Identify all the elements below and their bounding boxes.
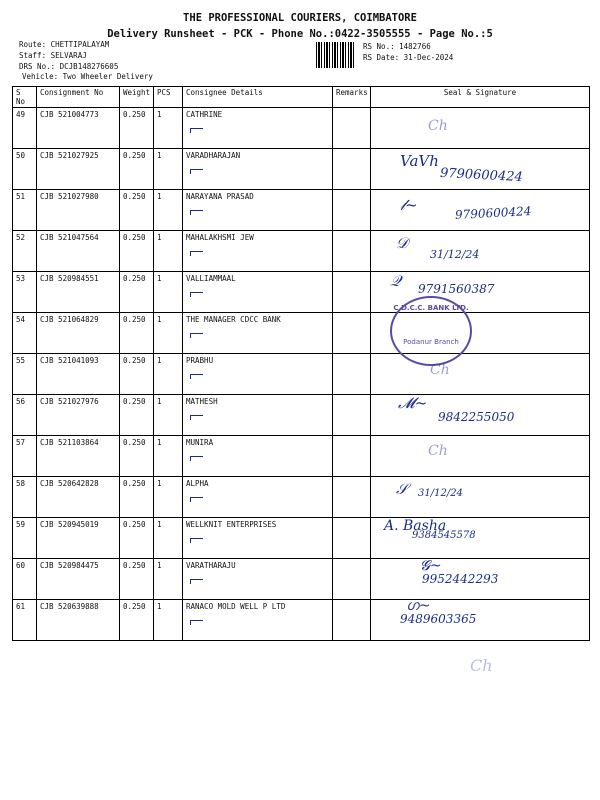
cell-consignment-no: CJB 520984551	[37, 272, 120, 313]
seal-line-1: C.D.C.C. BANK LTD.	[393, 304, 469, 312]
cell-consignment-no: CJB 521027925	[37, 149, 120, 190]
cell-remarks	[333, 190, 371, 231]
cell-remarks	[333, 272, 371, 313]
tick-mark-icon	[190, 415, 203, 420]
table-header-row	[13, 87, 590, 108]
cell-sno: 55	[13, 354, 37, 395]
cell-pcs: 1	[154, 231, 183, 272]
handwritten-phone: 9384545578	[412, 530, 476, 541]
cell-consignee	[183, 149, 333, 190]
cell-consignment-no: CJB 521103864	[37, 436, 120, 477]
handwritten-date: 31/12/24	[430, 248, 480, 261]
handwritten-signature: VaVh	[400, 152, 439, 170]
signature-mark: 𝓜~	[398, 394, 428, 412]
tick-mark-icon	[190, 538, 203, 543]
cell-sno: 53	[13, 272, 37, 313]
cell-pcs: 1	[154, 190, 183, 231]
cell-consignee	[183, 395, 333, 436]
table-row	[13, 477, 590, 518]
cell-remarks	[333, 108, 371, 149]
cell-remarks	[333, 395, 371, 436]
cell-sno: 58	[13, 477, 37, 518]
cell-consignee	[183, 108, 333, 149]
header-pcs: PCS	[154, 87, 183, 108]
header-signature: Seal & Signature	[371, 87, 590, 108]
tick-mark-icon	[190, 374, 203, 379]
cell-sno: 50	[13, 149, 37, 190]
handwritten-phone: 9790600424	[454, 204, 532, 222]
tick-mark-icon	[190, 292, 203, 297]
cell-consignment-no: CJB 521027976	[37, 395, 120, 436]
cell-consignment-no: CJB 521004773	[37, 108, 120, 149]
tick-mark-icon	[190, 497, 203, 502]
handwritten-phone: 9842255050	[438, 410, 515, 424]
cell-sno: 52	[13, 231, 37, 272]
table-row	[13, 354, 590, 395]
cell-sno: 57	[13, 436, 37, 477]
consignee-name: THE MANAGER CDCC BANK	[186, 315, 281, 324]
cell-signature	[371, 354, 590, 395]
cell-weight: 0.250	[120, 600, 154, 641]
cell-remarks	[333, 518, 371, 559]
cell-pcs: 1	[154, 436, 183, 477]
cell-pcs: 1	[154, 518, 183, 559]
cell-remarks	[333, 354, 371, 395]
cell-consignee	[183, 190, 333, 231]
cell-remarks	[333, 477, 371, 518]
cell-consignment-no: CJB 520639888	[37, 600, 120, 641]
tick-mark-icon	[190, 128, 203, 133]
table-row	[13, 231, 590, 272]
handwritten-phone: 9791560387	[418, 282, 495, 296]
consignee-name: VARADHARAJAN	[186, 151, 241, 160]
consignee-name: VARATHARAJU	[186, 561, 236, 570]
document-subtitle: Delivery Runsheet - PCK - Phone No.:0422-3505555 - Page No.:5	[107, 28, 493, 40]
signature-mark: Ch	[428, 443, 448, 459]
handwritten-date: 31/12/24	[418, 488, 463, 499]
cell-sno: 49	[13, 108, 37, 149]
cell-consignee	[183, 477, 333, 518]
signature-mark: Ch	[428, 118, 448, 134]
table-row	[13, 108, 590, 149]
barcode-image	[316, 42, 354, 68]
cell-consignee	[183, 313, 333, 354]
signature-mark: ഗ~	[406, 598, 431, 614]
handwritten-phone: 9790600424	[439, 165, 524, 186]
table-row	[13, 559, 590, 600]
cell-consignee	[183, 354, 333, 395]
cell-weight: 0.250	[120, 231, 154, 272]
rs-date: RS Date: 31-Dec-2024	[363, 53, 454, 62]
table-row	[13, 518, 590, 559]
cell-sno: 56	[13, 395, 37, 436]
cell-sno: 60	[13, 559, 37, 600]
consignee-name: NARAYANA PRASAD	[186, 192, 254, 201]
table-row	[13, 436, 590, 477]
cell-pcs: 1	[154, 272, 183, 313]
cell-sno: 54	[13, 313, 37, 354]
cell-remarks	[333, 559, 371, 600]
signature-mark: 𝒮	[396, 480, 408, 498]
table-row	[13, 272, 590, 313]
document-title: THE PROFESSIONAL COURIERS, COIMBATORE	[183, 12, 417, 24]
tick-mark-icon	[190, 456, 203, 461]
header-remarks: Remarks	[333, 87, 371, 108]
header-sno: S No	[13, 87, 37, 108]
cell-remarks	[333, 149, 371, 190]
header-weight: Weight	[120, 87, 154, 108]
cell-pcs: 1	[154, 600, 183, 641]
cell-weight: 0.250	[120, 518, 154, 559]
cell-sno: 51	[13, 190, 37, 231]
tick-mark-icon	[190, 620, 203, 625]
rs-number: RS No.: 1482766	[363, 42, 431, 51]
cell-weight: 0.250	[120, 108, 154, 149]
cell-weight: 0.250	[120, 477, 154, 518]
cell-pcs: 1	[154, 108, 183, 149]
cell-consignee	[183, 231, 333, 272]
table-row	[13, 313, 590, 354]
tick-mark-icon	[190, 333, 203, 338]
vehicle-label: Vehicle: Two Wheeler Delivery	[22, 72, 153, 81]
cell-sno: 61	[13, 600, 37, 641]
header-consignee: Consignee Details	[183, 87, 333, 108]
cell-consignment-no: CJB 521041093	[37, 354, 120, 395]
cell-consignee	[183, 272, 333, 313]
cell-consignee	[183, 436, 333, 477]
signature-mark: 𝒬	[390, 272, 401, 290]
consignee-name: MAHALAKHSMI JEW	[186, 233, 254, 242]
cell-weight: 0.250	[120, 272, 154, 313]
handwritten-phone: 9489603365	[400, 612, 477, 626]
cell-consignee	[183, 518, 333, 559]
cell-remarks	[333, 436, 371, 477]
consignee-name: CATHRINE	[186, 110, 223, 119]
cell-consignment-no: CJB 520642828	[37, 477, 120, 518]
tick-mark-icon	[190, 579, 203, 584]
cell-consignee	[183, 559, 333, 600]
cell-weight: 0.250	[120, 559, 154, 600]
consignee-name: VALLIAMMAAL	[186, 274, 236, 283]
drs-number: DRS No.: DCJB148276605	[19, 62, 119, 71]
header-consignment: Consignment No	[37, 87, 120, 108]
handwritten-phone: 9952442293	[422, 572, 499, 586]
cell-consignee	[183, 600, 333, 641]
staff-label: Staff: SELVARAJ	[19, 51, 87, 60]
cell-signature	[371, 436, 590, 477]
tick-mark-icon	[190, 210, 203, 215]
cell-consignment-no: CJB 520945019	[37, 518, 120, 559]
cell-signature	[371, 108, 590, 149]
consignee-name: WELLKNIT ENTERPRISES	[186, 520, 277, 529]
consignee-name: ALPHA	[186, 479, 209, 488]
cell-weight: 0.250	[120, 149, 154, 190]
cell-consignment-no: CJB 520984475	[37, 559, 120, 600]
cell-weight: 0.250	[120, 436, 154, 477]
cell-remarks	[333, 231, 371, 272]
cell-pcs: 1	[154, 559, 183, 600]
cell-weight: 0.250	[120, 354, 154, 395]
cell-consignment-no: CJB 521047564	[37, 231, 120, 272]
cell-weight: 0.250	[120, 395, 154, 436]
handwritten-signature: A. Basha	[384, 518, 447, 534]
cell-pcs: 1	[154, 354, 183, 395]
bank-seal	[390, 296, 472, 366]
signature-mark: 𝒟	[396, 234, 408, 252]
cell-pcs: 1	[154, 395, 183, 436]
table-row	[13, 600, 590, 641]
signature-mark: Ch	[430, 362, 450, 378]
cell-weight: 0.250	[120, 313, 154, 354]
signature-mark: 𝓖~	[420, 558, 442, 574]
consignee-name: PRABHU	[186, 356, 214, 365]
signature-mark: Ch	[470, 656, 493, 675]
tick-mark-icon	[190, 169, 203, 174]
consignee-name: MATHESH	[186, 397, 218, 406]
cell-pcs: 1	[154, 149, 183, 190]
cell-consignment-no: CJB 521064829	[37, 313, 120, 354]
cell-remarks	[333, 600, 371, 641]
consignee-name: RANACO MOLD WELL P LTD	[186, 602, 286, 611]
cell-remarks	[333, 313, 371, 354]
route-label: Route: CHETTIPALAYAM	[19, 40, 110, 49]
cell-pcs: 1	[154, 313, 183, 354]
consignee-name: MUNIRA	[186, 438, 214, 447]
cell-weight: 0.250	[120, 190, 154, 231]
seal-line-2: Podanur Branch	[403, 338, 459, 346]
tick-mark-icon	[190, 251, 203, 256]
cell-pcs: 1	[154, 477, 183, 518]
cell-consignment-no: CJB 521027980	[37, 190, 120, 231]
cell-sno: 59	[13, 518, 37, 559]
signature-mark: 𝓁~	[400, 196, 418, 214]
